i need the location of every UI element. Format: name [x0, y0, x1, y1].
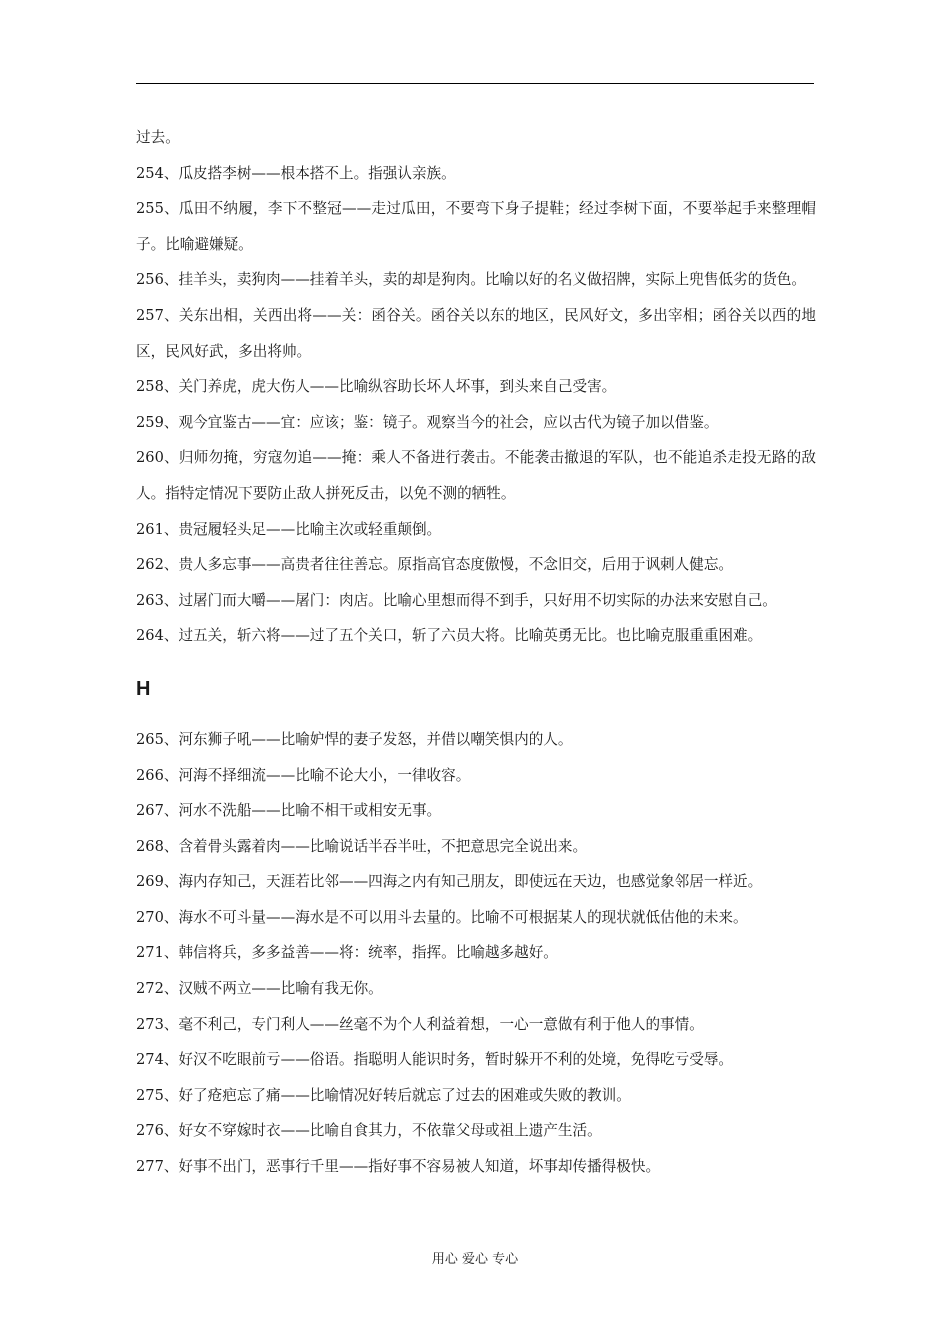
list-item: 260、归师勿掩，穷寇勿追——掩：乘人不备进行袭击。不能袭击撤退的军队，也不能追杀走投无路的敌人。指特定情况下要防止敌人拼死反击，以免不测的牺牲。 [136, 449, 816, 502]
list-item: 273、毫不利己，专门利人——丝毫不为个人利益着想，一心一意做有利于他人的事情。 [136, 1015, 704, 1033]
list-item: 264、过五关，斩六将——过了五个关口，斩了六员大将。比喻英勇无比。也比喻克服重重困难。 [136, 627, 763, 645]
list-item: 274、好汉不吃眼前亏——俗语。指聪明人能识时务，暂时躲开不利的处境，免得吃亏受辱。 [136, 1051, 734, 1069]
list-item: 258、关门养虎，虎大伤人——比喻纵容助长坏人坏事，到头来自己受害。 [136, 378, 617, 396]
list-item: 257、关东出相，关西出将——关：函谷关。函谷关以东的地区，民风好文，多出宰相；函谷关以西的地区，民风好武，多出将帅。 [136, 306, 816, 360]
list-item: 256、挂羊头，卖狗肉——挂着羊头，卖的却是狗肉。比喻以好的名义做招牌，实际上兜售低劣的货色。 [136, 271, 806, 289]
list-item: 262、贵人多忘事——高贵者往往善忘。原指高官态度傲慢，不念旧交，后用于讽刺人健忘。 [136, 556, 734, 574]
page-footer: 用心 爱心 专心 [431, 1252, 519, 1267]
entry-list-g [136, 120, 816, 654]
list-item: 271、韩信将兵，多多益善——将：统率，指挥。比喻越多越好。 [136, 944, 558, 962]
section-heading-h: H [136, 677, 151, 700]
document-body [136, 120, 816, 1185]
list-item: 过去。 [136, 129, 180, 146]
list-item: 261、贵冠履轻头足——比喻主次或轻重颠倒。 [136, 520, 442, 538]
list-item: 255、瓜田不纳履，李下不整冠——走过瓜田，不要弯下身子提鞋；经过李树下面，不要举起手来整理帽子。比喻避嫌疑。 [136, 200, 816, 253]
entry-list-h [136, 722, 816, 1185]
list-item: 268、含着骨头露着肉——比喻说话半吞半吐，不把意思完全说出来。 [136, 837, 588, 855]
header-rule [136, 83, 814, 84]
list-item: 270、海水不可斗量——海水是不可以用斗去量的。比喻不可根据某人的现状就低估他的未来。 [136, 908, 748, 926]
list-item: 265、河东狮子吼——比喻妒悍的妻子发怒，并借以嘲笑惧内的人。 [136, 730, 573, 748]
list-item: 272、汉贼不两立——比喻有我无你。 [136, 980, 383, 998]
list-item: 266、河海不择细流——比喻不论大小，一律收容。 [136, 766, 471, 784]
list-item: 254、瓜皮搭李树——根本搭不上。指强认亲族。 [136, 164, 456, 182]
list-item: 275、好了疮疤忘了痛——比喻情况好转后就忘了过去的困难或失败的教训。 [136, 1086, 631, 1104]
list-item: 267、河水不洗船——比喻不相干或相安无事。 [136, 802, 442, 820]
list-item: 277、好事不出门，恶事行千里——指好事不容易被人知道，坏事却传播得极快。 [136, 1158, 661, 1176]
list-item: 269、海内存知己，天涯若比邻——四海之内有知己朋友，即使远在天边，也感觉象邻居一样近。 [136, 873, 763, 891]
list-item: 259、观今宜鉴古——宜：应该；鉴：镜子。观察当今的社会，应以古代为镜子加以借鉴。 [136, 413, 719, 431]
list-item: 263、过屠门而大嚼——屠门：肉店。比喻心里想而得不到手，只好用不切实际的办法来安慰自己。 [136, 591, 777, 609]
list-item: 276、好女不穿嫁时衣——比喻自食其力，不依靠父母或祖上遗产生活。 [136, 1122, 602, 1140]
